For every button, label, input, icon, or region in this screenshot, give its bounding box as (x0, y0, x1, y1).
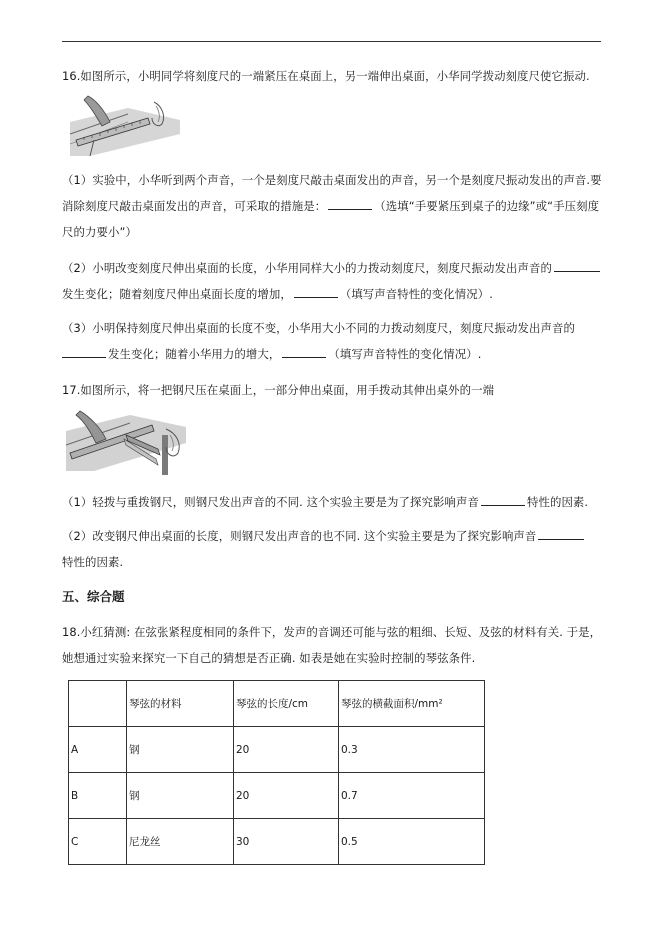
table-row (69, 727, 485, 773)
steel-ruler-figure-2 (66, 409, 186, 477)
q16-part2-line1: （2）小明改变刻度尺伸出桌面的长度，小华用同样大小的力拨动刻度尺，刻度尺振动发出声音的 (62, 255, 602, 281)
table-cell: 0.5 (339, 819, 485, 865)
q16-part1-line1: （1）实验中，小华听到两个声音，一个是刻度尺敲击桌面发出的声音，另一个是刻度尺振动发出的声音.要 (62, 173, 602, 187)
table-row (69, 819, 485, 865)
q17-stem: 17.如图所示，将一把钢尺压在桌面上，一部分伸出桌面，用手拨动其伸出桌外的一端 (62, 383, 495, 397)
table-cell: 0.7 (339, 773, 485, 819)
answer-blank[interactable] (294, 296, 338, 298)
table-cell: B (69, 773, 127, 819)
answer-blank[interactable] (538, 538, 584, 540)
q16-part3-line2: 发生变化；随着小华用力的增大， （填写声音特性的变化情况）. (62, 341, 602, 367)
table-header-cell (69, 681, 127, 727)
q16-part2-line2: 发生变化；随着刻度尺伸出桌面长度的增加， （填写声音特性的变化情况）. (62, 287, 493, 301)
q18-line1: 18.小红猜测: 在弦张紧程度相同的条件下，发声的音调还可能与弦的粗细、长短、及弦的材料有关. 于是， (62, 625, 602, 639)
table-header-row (69, 681, 485, 727)
section-title: 五、综合题 (62, 589, 125, 604)
table-cell: 20 (234, 727, 339, 773)
string-conditions-table (68, 680, 485, 865)
table-cell: A (69, 727, 127, 773)
table-cell: 0.3 (339, 727, 485, 773)
table-cell: C (69, 819, 127, 865)
table-header-cell: 琴弦的长度/cm (234, 681, 339, 727)
table-header-cell: 琴弦的横截面积/mm² (339, 681, 485, 727)
table-row (69, 773, 485, 819)
q16-part1-line3: 尺的力要小”） (62, 225, 137, 239)
q17-part2-line2: 特性的因素. (62, 555, 124, 569)
ruler-on-table-figure-1 (70, 94, 180, 156)
answer-blank[interactable] (282, 356, 326, 358)
table-cell: 20 (234, 773, 339, 819)
answer-blank[interactable] (554, 270, 600, 272)
table-header-cell: 琴弦的材料 (127, 681, 234, 727)
answer-blank[interactable] (328, 208, 372, 210)
answer-blank[interactable] (481, 504, 525, 506)
header-rule (62, 41, 601, 42)
q16-part3-line1: （3）小明保持刻度尺伸出桌面的长度不变，小华用大小不同的力拨动刻度尺，刻度尺振动发出声音的 (62, 321, 575, 335)
table-cell: 尼龙丝 (127, 819, 234, 865)
q17-part2-line1: （2）改变钢尺伸出桌面的长度，则钢尺发出声音的也不同. 这个实验主要是为了探究影响声音 (62, 523, 602, 549)
q16-part1-line2: 消除刻度尺敲击桌面发出的声音，可采取的措施是： （选填“手要紧压到桌子的边缘”或“手压刻度 (62, 199, 600, 213)
table-cell: 钢 (127, 727, 234, 773)
answer-blank[interactable] (62, 356, 106, 358)
q17-part1: （1）轻拨与重拨钢尺，则钢尺发出声音的不同. 这个实验主要是为了探究影响声音 特性的因素. (62, 495, 589, 509)
table-cell: 30 (234, 819, 339, 865)
table-cell: 钢 (127, 773, 234, 819)
q18-line2: 她想通过实验来探究一下自己的猜想是否正确. 如表是她在实验时控制的琴弦条件. (62, 651, 476, 665)
q16-stem: 16.如图所示，小明同学将刻度尺的一端紧压在桌面上，另一端伸出桌面，小华同学拨动刻度尺使它振动. (62, 69, 590, 83)
